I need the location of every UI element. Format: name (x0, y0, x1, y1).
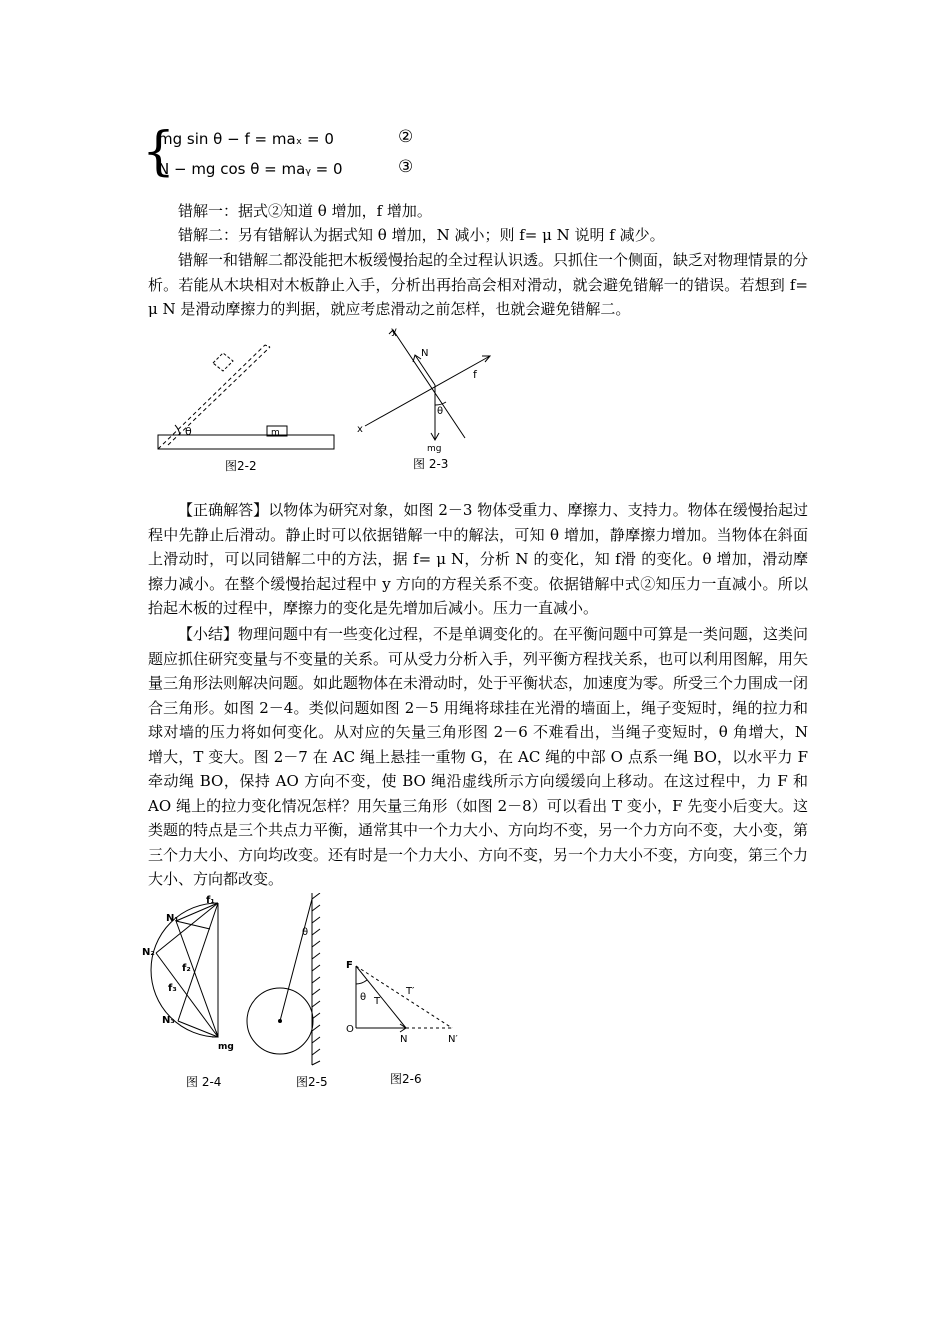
fig23-y-label: y (391, 326, 397, 337)
incline-edge-1 (158, 345, 265, 449)
fig23-x-axis (365, 356, 490, 426)
fig22-caption: 图2-2 (225, 459, 257, 473)
fig23-N-arrow (415, 355, 435, 385)
fig26-N-prime-label: N′ (448, 1034, 458, 1045)
fig26-N-label: N (400, 1034, 408, 1045)
fig25-theta-label: θ (302, 927, 309, 938)
equation-line-1 (158, 127, 414, 148)
fig24-N1-label: N₁ (166, 913, 179, 924)
fig24-f3-label: f₃ (168, 983, 177, 994)
equation-1-number: ② (398, 127, 414, 147)
fig24-mg-label: mg (218, 1042, 234, 1052)
fig26-T-label: T (374, 996, 381, 1007)
fig23-N-label: N (421, 348, 429, 359)
fig26-caption: 图2-6 (390, 1072, 422, 1086)
fig26-F-label: F (346, 960, 353, 971)
fig24-N3-label: N₃ (162, 1015, 175, 1026)
incline-block (213, 353, 233, 371)
correct-answer-paragraph: 【正确解答】以物体为研究对象，如图 2－3 物体受重力、摩擦力、支持力。物体在缓慢抬起过程中先静止后滑动。静止时可以依据错解一中的解法，可知 θ 增加，静摩擦力增加。当物体在斜面上滑动时，可以同错解二中的方法，据 f= μ N，分析 N 的变化，知 f滑 的变化。θ 增加，滑动摩擦力减小。在整个缓慢抬起过程中 y 方向的方程关系不变。依据错解中式②知压力一直减小。所以抬起木板的过程中，摩擦力的变化是先增加后减小。压力一直减小。 (148, 501, 808, 617)
equation-system (142, 122, 442, 188)
fig24-N2-label: N₂ (142, 947, 155, 958)
equation-line-2 (158, 157, 414, 178)
fig23-caption: 图 2-3 (413, 457, 449, 471)
fig23-mg-label: mg (427, 444, 442, 454)
equation-brace: { (142, 122, 176, 182)
fig26-O-label: O (346, 1024, 354, 1035)
fig24-f2-label: f₂ (182, 963, 191, 974)
wrong-solution-2: 错解二：另有错解认为据式知 θ 增加，N 减小；则 f= μ N 说明 f 减少。 (178, 226, 665, 244)
figure-2-5 (240, 893, 340, 1093)
equation-2-text: N − mg cos θ = maᵧ = 0 (158, 160, 343, 178)
figure-2-4 (140, 893, 245, 1093)
equation-1-text: mg sin θ − f = maₓ = 0 (158, 130, 334, 148)
incline-edge-2 (168, 347, 270, 445)
summary-paragraph: 【小结】物理问题中有一些变化过程，不是单调变化的。在平衡问题中可算是一类问题，这类问题应抓住研究变量与不变量的关系。可从受力分析入手，列平衡方程找关系，也可以利用图解，用矢量三角形法则解决问题。如此题物体在未滑动时，处于平衡状态，加速度为零。所受三个力围成一闭合三角形。如图 2－4。类似问题如图 2－5 用绳将球挂在光滑的墙面上，绳子变短时，绳的拉力和球对墙的压力将如何变化。从对应的矢量三角形图 2－6 不难看出，当绳子变短时，θ 角增大，N 增大，T 变大。图 2－7 在 AC 绳上悬挂一重物 G，在 AC 绳的中部 O 点系一绳 BO，以水平力 F 牵动绳 BO，保持 AO 方向不变，使 BO 绳沿虚线所示方向缓缓向上移动。在这过程中，力 F 和 AO 绳上的拉力变化情况怎样？用矢量三角形（如图 2－8）可以看出 T 变小，F 先变小后变大。这类题的特点是三个共点力平衡，通常其中一个力大小、方向均不变，另一个力方向不变，大小变，第三个力大小、方向均改变。还有时是一个力大小、方向不变，另一个力大小不变，方向变，第三个力大小、方向都改变。 (148, 625, 809, 888)
figure-2-3 (355, 320, 505, 475)
figure-2-2 (145, 325, 345, 475)
fig26-T-prime (356, 966, 452, 1028)
fig23-y-axis (393, 330, 465, 438)
fig26-T-prime-label: T′ (406, 986, 415, 997)
fig23-x-label: x (357, 424, 363, 435)
equation-2-number: ③ (398, 157, 414, 177)
fig25-caption: 图2-5 (296, 1075, 328, 1089)
wrong-solution-1: 错解一：据式②知道 θ 增加，f 增加。 (178, 202, 432, 220)
fig23-theta-label: θ (437, 406, 444, 417)
fig22-mass-label: m (271, 428, 280, 438)
fig23-f-label: f (473, 368, 477, 381)
fig24-caption: 图 2-4 (186, 1075, 222, 1089)
fig22-theta-label: θ (185, 425, 192, 438)
fig24-f1-label: f₁ (206, 895, 215, 906)
figure-2-6 (340, 948, 470, 1088)
analysis-paragraph: 错解一和错解二都没能把木板缓慢抬起的全过程认识透。只抓住一个侧面，缺乏对物理情景的分析。若能从木块相对木板静止入手，分析出再抬高会相对滑动，就会避免错解一的错误。若想到 f= μ N 是滑动摩擦力的判据，就应考虑滑动之前怎样，也就会避免错解二。 (148, 251, 809, 318)
fig26-theta-label: θ (360, 992, 367, 1003)
